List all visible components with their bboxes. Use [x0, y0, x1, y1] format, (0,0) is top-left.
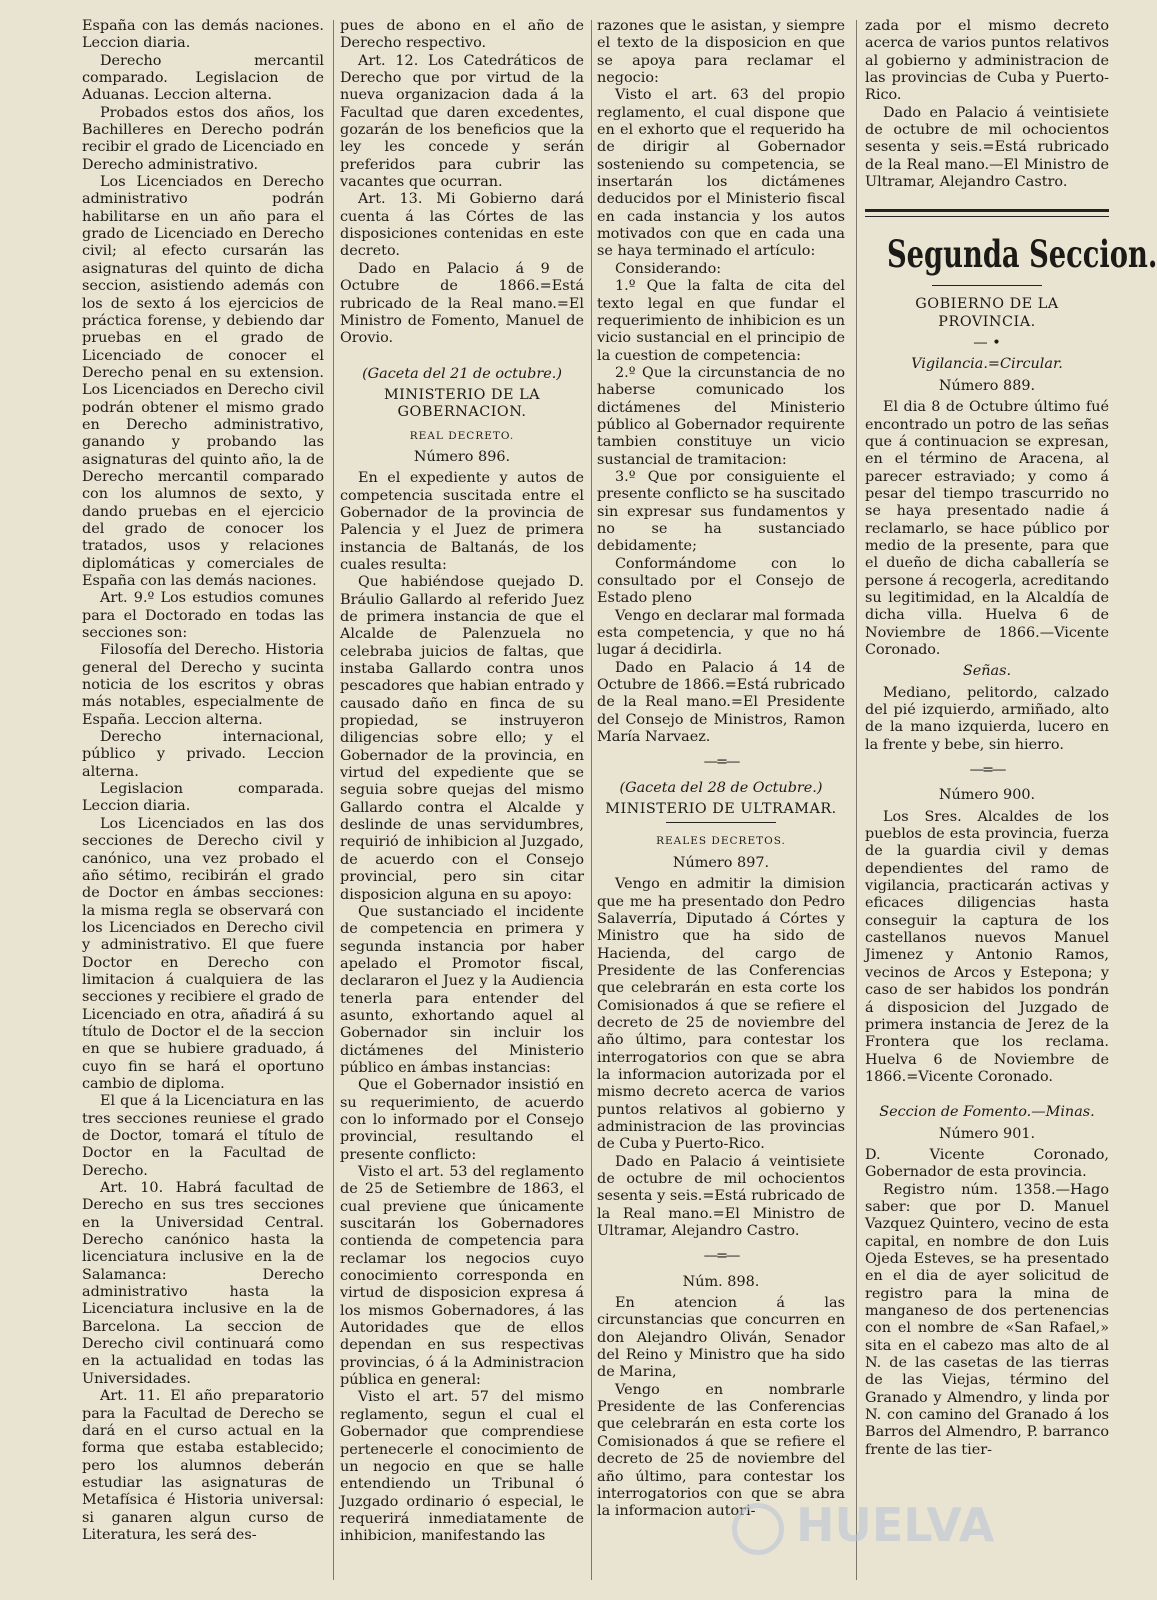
notice-number: Número 900. [938, 787, 1036, 804]
paragraph: zada por el mismo decreto acerca de varios puntos relativos al gobierno y administracion de las provincias de Cuba y Puerto-Rico. [865, 18, 1109, 104]
paragraph: España con las demás naciones. Leccion diaria. [82, 18, 324, 52]
paragraph: Art. 13. Mi Gobierno dará cuenta á las Córtes de las disposiciones contenidas en este decreto. [340, 191, 584, 260]
paragraph: Mediano, pelitordo, calzado del pié izquierdo, armiñado, alto de la mano izquierda, lucero en la frente y bebe, sin hierro. [865, 684, 1109, 753]
paragraph: Vengo en declarar mal formada esta competencia, y que no há lugar á decidirla. [597, 607, 845, 659]
paragraph: 2.º Que la circunstancia de no haberse comunicado los dictámenes del Ministerio público al Gobernador requirente tambien constituye un vicio sustancial de tramitacion: [597, 364, 845, 468]
gaceta-reference: (Gaceta del 28 de Octubre.) [619, 779, 823, 796]
subsection-heading: Seccion de Fomento.—Minas. [879, 1104, 1095, 1121]
decree-number: Núm. 898. [682, 1273, 760, 1290]
column-1 [82, 18, 324, 1590]
gaceta-reference: (Gaceta del 21 de octubre.) [362, 365, 562, 382]
paragraph: Los Licenciados en las dos secciones de Derecho civil y canónico, una vez probado el año sétimo, recibirán el grado de Doctor en ámbas secciones: la misma regla se observará con los Licenciados en Derecho civil y administrativo. El que fuere Doctor en Derecho con limitacion á cualquiera de las secciones y recibiere el grado de Licenciado en otra, añadirá á su título de Doctor el de la seccion en que se hubiere graduado, á cuyo fin se hará el oportuno cambio de diploma. [82, 815, 324, 1092]
separator: —=— [703, 1248, 739, 1265]
paragraph: 3.º Que por consiguiente el presente conflicto se ha suscitado sin expresar sus fundamentos y no se ha sustanciado debidamente; [597, 468, 845, 555]
paragraph: pues de abono en el año de Derecho respectivo. [340, 18, 584, 52]
paragraph: Vengo en admitir la dimision que me ha presentado don Pedro Salaverría, Diputado á Córtes y Ministro que ha sido de Hacienda, del cargo de Presidente de las Conferencias que celebrarán en esta corte los Comisionados á que se refiere el decreto de 25 de noviembre del año último, para contestar los interrogatorios con que se abra la informacion autorizada por el mismo decreto acerca de varios puntos relativos al gobierno y administracion de las provincias de Cuba y Puerto-Rico. [597, 876, 845, 1153]
ministry-heading: MINISTERIO DE LA GOBERNACION. [383, 386, 541, 421]
paragraph: Visto el art. 53 del reglamento de 25 de Setiembre de 1863, el cual previene que únicamente suscitarán los Gobernadores contienda de competencia para reclamar los negocios cuyo conocimiento corresponda en virtud de disposicion expresa á los mismos Gobernadores, á las Autoridades que de ellos dependan en sus respectivas provincias, ó á la Administracion pública en general: [340, 1164, 584, 1389]
paragraph: Derecho internacional, público y privado. Leccion alterna. [82, 729, 324, 780]
decree-heading: REALES DECRETOS. [656, 835, 786, 848]
paragraph: D. Vicente Coronado, Gobernador de esta provincia. [865, 1146, 1109, 1181]
paragraph: Art. 9.º Los estudios comunes para el Doctorado en todas las secciones son: [82, 590, 324, 642]
paragraph: El dia 8 de Octubre último fué encontrado un potro de las señas que á continuacion se expresan, en el término de Aracena, al parecer estraviado; y como á pesar del tiempo trascurrido no se haya presentado nadie á reclamarlo, se hace público por medio de la presente, para que el dueño de dicha caballería se persone á recogerla, acreditando su legitimidad, en la Alcaldía de dicha villa. Huelva 6 de Noviembre de 1866.—Vicente Coronado. [865, 399, 1109, 658]
paragraph: Visto el art. 63 del propio reglamento, el cual dispone que en el exhorto que el requerido ha de dirigir al Gobernador sosteniendo su competencia, se insertarán los dictámenes deducidos por el Ministerio fiscal en cada instancia y los autos motivados con que en cada una se haya terminado el artículo: [597, 87, 845, 260]
paragraph: Registro núm. 1358.—Hago saber: que por D. Manuel Vazquez Quintero, vecino de esta capital, en nombre de don Luis Ojeda Esteves, se ha presentado en el dia de ayer solicitud de registro para la mina de manganeso de dos pertenencias con el nombre de «San Rafael,» sita en el cabezo mas alto de al N. de las casetas de las tierras de las Viejas, término del Granado y Almendro, y linda por N. con camino del Granado á los Barros del Almendro, P. barranco frente de las tier- [865, 1181, 1109, 1458]
paragraph: Art. 10. Habrá facultad de Derecho en sus tres secciones en la Universidad Central. Derecho canónico hasta la licenciatura inclusive en la de Salamanca: Derecho administrativo hasta la Licenciatura inclusive en la de Barcelona. La seccion de Derecho civil continuará como en la actualidad en todas las Universidades. [82, 1180, 324, 1387]
paragraph: Vengo en nombrarle Presidente de las Conferencias que celebrarán en esta corte los Comisionados á que se refiere el decreto de 25 de noviembre del año último, para contestar los interrogatorios con que se abra la informacion autori- [597, 1381, 845, 1520]
paragraph: Los Sres. Alcaldes de los pueblos de esta provincia, fuerza de la guardia civil y demas dependientes del ramo de vigilancia, practicarán activas y eficaces diligencias hasta conseguir la captura de los castellanos nuevos Manuel Jimenez y Antonio Ramos, vecinos de Arcos y Estepona; y caso de ser habidos los pondrán á disposicion del Juzgado de primera instancia de Jerez de la Frontera que los reclama. Huelva 6 de Noviembre de 1866.=Vicente Coronado. [865, 808, 1109, 1085]
separator: —=— [703, 754, 739, 771]
government-heading: GOBIERNO DE LA PROVINCIA. [915, 296, 1059, 330]
column-rule [591, 20, 592, 1580]
paragraph: Conformándome con lo consultado por el Consejo de Estado pleno [597, 555, 845, 607]
paragraph: Que habiéndose quejado D. Bráulio Gallardo al referido Juez de primera instancia de que el Alcalde de Palenzuela no celebraba juicios de faltas, que instaba Gallardo contra unos pescadores que habian entrado y causado daño en finca de su propiedad, se instruyeron diligencias sobre ello; y el Gobernador de la provincia, en virtud del expediente que se seguia sobre quejas del mismo Gallardo contra el Alcalde y deslinde de unas servidumbres, requirió de inhibicion al Juzgado, de acuerdo con el Consejo provincial, pero sin citar disposicion alguna en su apoyo: [340, 574, 584, 903]
paragraph: Art. 12. Los Catedráticos de Derecho que por virtud de la nueva organizacion dada á la Facultad que daren excedentes, gozarán de los beneficios que la ley les concede y serán preferidos para cubrir las vacantes que ocurran. [340, 52, 584, 191]
watermark-label: HUELVA [796, 1498, 995, 1552]
paragraph: Probados estos dos años, los Bachilleres en Derecho podrán recibir el grado de Licenciado en Derecho administrativo. [82, 104, 324, 173]
notice-number: Número 901. [938, 1125, 1036, 1142]
paragraph: Dado en Palacio á veintisiete de octubre de mil ochocientos sesenta y seis.=Está rubricado de la Real mano.—El Ministro de Ultramar, Alejandro Castro. [865, 104, 1109, 191]
paragraph: Derecho mercantil comparado. Legislacion de Aduanas. Leccion alterna. [82, 52, 324, 104]
section-title: Segunda Seccion. [886, 232, 1157, 277]
separator: —=— [969, 762, 1005, 779]
separator: — • [973, 335, 1001, 352]
column-4 [865, 18, 1157, 1590]
ministry-heading: MINISTERIO DE ULTRAMAR. [605, 801, 837, 818]
paragraph: razones que le asistan, y siempre el texto de la disposicion en que se apoya para reclamar el negocio: [597, 18, 845, 87]
paragraph: Dado en Palacio á 14 de Octubre de 1866.=Está rubricado de la Real mano.=El Presidente del Consejo de Ministros, Ramon María Narvaez. [597, 659, 845, 746]
column-rule [333, 20, 334, 1580]
paragraph: Que sustanciado el incidente de competencia en primera y segunda instancia por haber apelado el Promotor fiscal, declararon el Juez y la Audiencia tenerla para entender del asunto, exhortando aquel al Gobernador sin incluir los dictámenes del Ministerio público en ámbas instancias: [340, 903, 584, 1076]
section-rule [865, 209, 1109, 217]
subsection-heading: Vigilancia.=Circular. [911, 356, 1063, 373]
paragraph: En atencion á las circunstancias que concurren en don Alejandro Oliván, Senador del Reino y Ministro que ha sido de Marina, [597, 1295, 845, 1381]
paragraph: Visto el art. 57 del mismo reglamento, segun el cual el Gobernador que comprendiese pertenecerle el conocimiento de un negocio en que se halle entendiendo un Tribunal ó Juzgado ordinario ó especial, le requerirá inmediatamente de inhibicion, manifestando las [340, 1389, 584, 1545]
paragraph: Considerando: [615, 260, 722, 277]
paragraph: El que á la Licenciatura en las tres secciones reuniese el grado de Doctor, tomará el título de Doctor en la Facultad de Derecho. [82, 1093, 324, 1179]
column-2 [340, 18, 584, 1590]
decree-heading: REAL DECRETO. [409, 429, 515, 442]
decree-number: Número 896. [413, 448, 511, 465]
paragraph: Legislacion comparada. Leccion diaria. [82, 781, 324, 815]
decree-number: Número 897. [672, 854, 770, 871]
paragraph: Art. 11. El año preparatorio para la Facultad de Derecho se dará en el curso actual en la forma que estaba establecido; pero los alumnos deberán estudiar las asignaturas de Metafísica é Historia universal: si ganaren algun curso de Literatura, les será des- [82, 1388, 324, 1543]
notice-number: Número 889. [938, 377, 1036, 394]
paragraph: Los Licenciados en Derecho administrativo podrán habilitarse en un año para el grado de Licenciado en Derecho civil; al efecto cursarán las asignaturas del quinto de dicha seccion, asistiendo además con los de sexto á los ejercicios de práctica forense, y debiendo dar pruebas en el grado de Licenciado de conocer el Derecho penal en su extension. Los Licenciados en Derecho civil podrán obtener el mismo grado en Derecho administrativo, ganando y probando las asignaturas del quinto año, la de Derecho mercantil comparado con los alumnos de sexto, y dando pruebas en el ejercicio del grado de conocer los tratados, usos y relaciones diplomáticas y comerciales de España con las demás naciones. [82, 174, 324, 589]
paragraph: En el expediente y autos de competencia suscitada entre el Gobernador de la provincia de Palencia y el Juez de primera instancia de Baltanás, de los cuales resulta: [340, 470, 584, 573]
paragraph: Filosofía del Derecho. Historia general del Derecho y sucinta noticia de los escritos y obras más notables, especialmente de España. Leccion alterna. [82, 642, 324, 728]
paragraph: Que el Gobernador insistió en su requerimiento, de acuerdo con lo informado por el Consejo provincial, resultando el presente conflicto: [340, 1077, 584, 1163]
column-3 [597, 18, 845, 1590]
paragraph: Dado en Palacio á 9 de Octubre de 1866.=Está rubricado de la Real mano.=El Ministro de Fomento, Manuel de Orovio. [340, 260, 584, 347]
subsection-heading: Señas. [962, 663, 1012, 680]
paragraph: 1.º Que la falta de cita del texto legal en que fundar el requerimiento de inhibicion es un vicio sustancial en el principio de la cuestion de competencia: [597, 278, 845, 364]
column-rule [856, 20, 857, 1580]
paragraph: Dado en Palacio á veintisiete de octubre de mil ochocientos sesenta y seis.=Está rubricado de la Real mano.=El Ministro de Ultramar, Alejandro Castro. [597, 1153, 845, 1240]
